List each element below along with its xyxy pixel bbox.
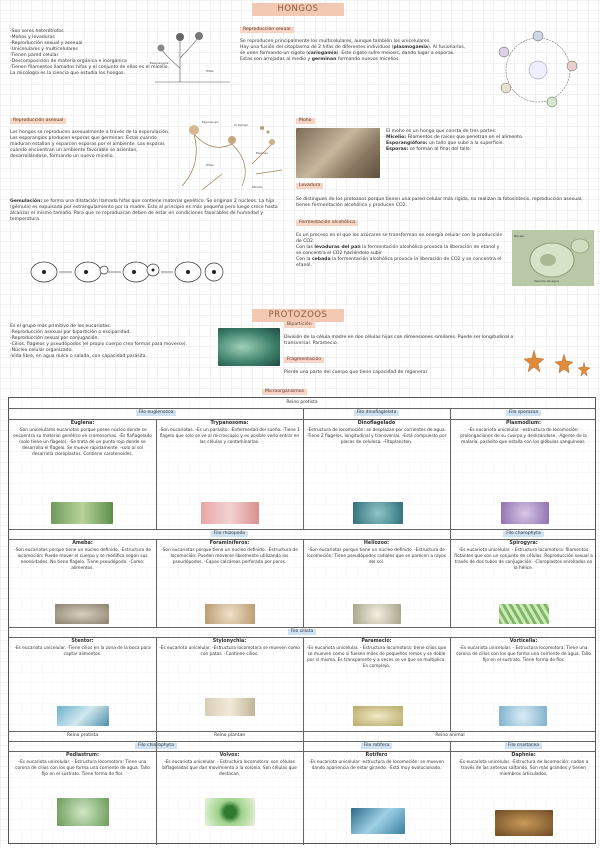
- biparticion-heading: Bipartición: [284, 322, 315, 328]
- moho-text: El moho es un hongo que consta de tres partes: Micelio: Filamentos de raíces que penetran en el alimento. Esporangióforo: un tallo que sube a la superficie. Esporas: se forman al final del tallo.: [386, 129, 524, 153]
- spirogyra-photo: [499, 604, 549, 624]
- starfish-illustration: [520, 346, 592, 382]
- label-vacuola: Vacuola de agua: [534, 279, 559, 283]
- label-micelio: Micelio: [252, 185, 263, 189]
- filo-chlorophyta: Filo chlorophyta: [9, 743, 303, 749]
- cell-volvox: Volvox: -Es eucariota unicelular. - Estructura locomotora: son células biflageladas que dan movimiento a la colonia. Son células que destacan.: [162, 753, 297, 777]
- foraminiferos-photo: [205, 604, 255, 624]
- budding-diagram: [28, 252, 228, 292]
- hongos-intro: -Son seres heterótrofos -Mohos y levaduras -Reproducción sexual y asexual -Unicelulares y multicelulares -Tienen pared celular -Descomposición de materia orgánica e inorgánica -Tienen filamentos llamados hifas y el conjunto de ellas es el micelio. La micología es la ciencia que estudia los hongos.: [10, 29, 169, 77]
- cell-trypanosoma: Trypanosoma: -Son eucariotas. -Es un parásito. -Enfermedad del sueño. -Tiene 1 flagelo que solo se ve al microscopio y es posible verlo entrar en las células y contaminarlas.: [159, 421, 300, 445]
- biparticion-text: División de la célula madre en dos células hijas con dimensiones similares. Puede ser longitudinal o transversal. Paramecio.: [284, 335, 514, 347]
- band-reino-animal: Reino animal: [435, 733, 465, 738]
- label-hifas-2: Hifas: [206, 163, 214, 167]
- rotifero-photo: [351, 808, 405, 834]
- yeast-photo: [512, 230, 594, 286]
- cell-stylonychia: Stylonychia: -Es eucariota unicelular. -Estructura locomotora se mueven como con patas. -Contiene cilios.: [159, 639, 300, 658]
- filo-charophyta: Filo charophyta: [450, 531, 597, 537]
- fragmentacion-heading: Fragmentación: [284, 357, 324, 363]
- reino-protista-label: Reino protista: [286, 400, 318, 405]
- sexual-cycle-diagram: [482, 26, 594, 114]
- label-al-tiempo: Al tiempo: [234, 123, 249, 127]
- trypanosoma-photo: [201, 502, 259, 524]
- filo-dinoflagelata: Filo dinoflaglelata: [303, 410, 450, 416]
- spore-diagram: [172, 114, 290, 194]
- label-nucleo: Núcleo: [514, 234, 525, 238]
- fungus-illustration: [150, 28, 232, 84]
- cell-stentor: Stentor: -Es eucariota unicelular. -Tiene cilios en la zona de la boca para captar alimentos.: [14, 639, 151, 658]
- daphnia-photo: [495, 810, 553, 836]
- pediastrum-photo: [57, 798, 109, 826]
- fermentacion-text: Es un proceso en el que los azúcares se transforman en energía celular con la producción de CO2. Con las levaduras del pan la fermentación alcohólica provoca la liberación de etanol y se concentra el CO2 haciéndolo subir. Con la cebada la fermentación alcohólica provoca la liberación de CO2 y se concentra el etanol.: [296, 233, 503, 269]
- protozoa-photo: [218, 328, 280, 366]
- filo-sporozoa: Filo sporozoa: [450, 410, 597, 416]
- moho-heading: Moho: [296, 118, 315, 124]
- dinoflagelado-photo: [353, 502, 403, 524]
- fragmentacion-text: Pierde una parte del cuerpo que tiene capacidad de regenerar: [284, 370, 428, 375]
- cell-vorticella: Vorticella: -Es eucariota unicelular. - Estructura locomotora: Tiene una corona de cilios con los que forma una corriente de agua. Tallo fijo en el sustrato. Tiene forma de flor.: [456, 639, 591, 663]
- asexual-reproduction-heading: Reproducción asexual: [10, 118, 66, 124]
- asexual-reproduction-text: Los hongos se reproducen asexualmente a través de la esporulación. Los esporangios producen esporas que germinan. Estas cuando maduran estallan y esparcen esporas por el ambiente. Las esporas cuando encuentran un ambiente favorable se asientan, desarrollándose, formando un nuevo micelio.: [10, 130, 170, 160]
- euglena-photo: [51, 502, 113, 524]
- cell-dinoflagelado: Dinoflagelado -Estructura de locomoción: se desplazan por corrientes de agua. -Tiene 2 flagelos, longitudinal y transversal. -Está compuesto por placas de celulosa. -Fitoplancton.: [306, 421, 447, 445]
- sexual-reproduction-text: Se reproducen principalmente los multicelulares, aunque también los unicelulares. Hay una fusión del citoplasma de 2 hifas de diferentes individuos (plasmogamia). Al fusionarlos, se unen formando un cigoto (cariogamia). Este cigoto sufre meiosis, dando lugar a esporas. Estas son arrojadas al medio y germinan formando nuevos micelios.: [240, 39, 466, 63]
- levadura-heading: Levadura: [296, 183, 323, 189]
- band-reino-plantae: Reino plantae: [214, 733, 245, 738]
- levadura-text: Se distinguen de los protozoos porque tienen una pared celular más rígida, no realizan la fotosíntesis, reproducción asexual, tienen fermentación alcohólica y producen CO2.: [296, 197, 583, 209]
- microorganismos-heading: Microorganismos: [262, 389, 307, 395]
- label-esporangio: Esporangio: [202, 120, 219, 124]
- label-esporangios: Esporangios: [150, 61, 169, 65]
- heliozoo-photo: [353, 604, 401, 624]
- sexual-reproduction-heading: Reproducción sexual: [240, 27, 294, 33]
- volvox-photo: [205, 798, 255, 826]
- cell-spirogyra: Spirogyra: -Es eucariota unicelular. - Estructura locomotora: filamentos flotantes que son un conjunto de células. Reproducción sexual a través de dos tubos de conjugación. -Cloroplastos enrollados en la hélice.: [454, 541, 593, 571]
- protozoos-title: PROTOZOOS: [252, 309, 344, 322]
- cell-euglena: Euglena: -Son unicelulares eucariotas porque posee núcleo donde se encuentra su material genético en cromosomas. -Es flaflagelado (solo tiene un flagelo). -Se trata de un punto rojo donde se desarrolla el flagelo. Se mueve rápidamente. -solo al sol desarrolla cloroplastos. Contiene carotenoides.: [13, 421, 152, 457]
- cell-ameba: Ameba: -Son eucariotas porque tiene un núcleo definido. -Estructura de locomoción: Puede mover el cuerpo y se modifica según sus necesidades. No tiene flagelo. Tiene pseudópodo. -Come: alimentos.: [14, 541, 151, 571]
- cell-plasmodium: Plasmodium: -Es eucariota unicelular. -estructura de locomoción: prolongaciones de su cuerpo y deslizándose. -Agente de la malaria, parásito que estalla con los glóbulos sanguíneos.: [460, 421, 587, 445]
- ameba-photo: [55, 604, 109, 624]
- microorganisms-table: [8, 397, 596, 844]
- cell-heliozoo: Heliozoo: -Son eucariotas porque tiene un núcleo definido. -Estructura de locomoción: Tiene pseudópodos radiales que se parecen a rayos del sol.: [306, 541, 447, 565]
- vorticella-photo: [499, 706, 547, 726]
- band-reino-protista: Reino protista: [66, 733, 99, 738]
- cell-daphnia: Daphnia: -Es eucariota unicelular. -Estructura de locomoción: nadan a través de las antenas saltando. Son más grandes y tienen miembros articulados.: [458, 753, 589, 777]
- fermentacion-heading: Fermentación alcohólica: [296, 220, 358, 226]
- cell-paramecio: Paramecio: -Es eucariota unicelular. - Estructura locomotora: tiene cilios que se mueven como si fuesen miles de pequeños remos y se doble por sí misma. Es transparente y a veces se ve que se multiplica. Es complejo.: [306, 639, 447, 669]
- plasmodium-photo: [501, 502, 549, 524]
- filo-crustacea: Filo crustacea: [450, 743, 597, 749]
- hongos-title: HONGOS: [252, 3, 344, 16]
- stylonychia-photo: [205, 698, 255, 716]
- cell-foraminiferos: Foraminíferos: -Son eucariotas porque tiene un núcleo definido. -Estructura de locomoción: Pueden moverse libremente utilizando los pseudópodos. -Capas calcáreas perforada por poros.: [161, 541, 298, 565]
- label-esporas: Esporas: [256, 151, 268, 155]
- gemulacion-text: Gemulación: se forma una dilatación llamada hifas que contiene material genético. Se originan 2 núcleos. La hija (gémula) es expulsada por estrangulamiento por la madre. Esto al principio es más pequeña pero luego crece hasta alcanzar el mismo tamaño. Para que se reproduzcan deben de estar en condiciones favorables de humedad y temperatura.: [10, 199, 278, 223]
- filo-euglenozoa: Filo euglenozoa: [9, 410, 303, 416]
- stentor-photo: [57, 706, 109, 726]
- cell-pediastrum: Pediastrum: -Es eucariota unicelular. - Estructura locomotora: Tiene una corona de cilios con los que forma una corriente de agua. Tallo fijo en el sustrato. Tiene forma de flor.: [15, 753, 150, 777]
- paramecio-photo: [353, 706, 403, 726]
- cell-rotifero: Rotífero -Es eucariota unicelular -estructura de locomoción: se mueven dando apariencia de estar girando. -Está muy evolucionado.: [309, 753, 444, 772]
- protozoos-intro: Es el grupo más primitivo de los eucariotas. -Reproducción asexual por bipartición o esciparidad. -Reproducción sexual por conjugación. -Cilios, flagelos y pseudópodos (el propio cuerpo crea formas para moverse). -Núcleo celular organizado. -Vida libre, en agua dulce o salada, con capacidad parásita.: [10, 324, 188, 360]
- label-hifas: Hifas: [206, 69, 214, 73]
- filo-ciliata: Filo ciliata: [9, 629, 595, 635]
- filo-rhizopoda: Filo rhizopoda: [9, 531, 450, 537]
- filo-rotifera: Filo rotífera: [303, 743, 450, 749]
- mold-photo: [296, 128, 380, 178]
